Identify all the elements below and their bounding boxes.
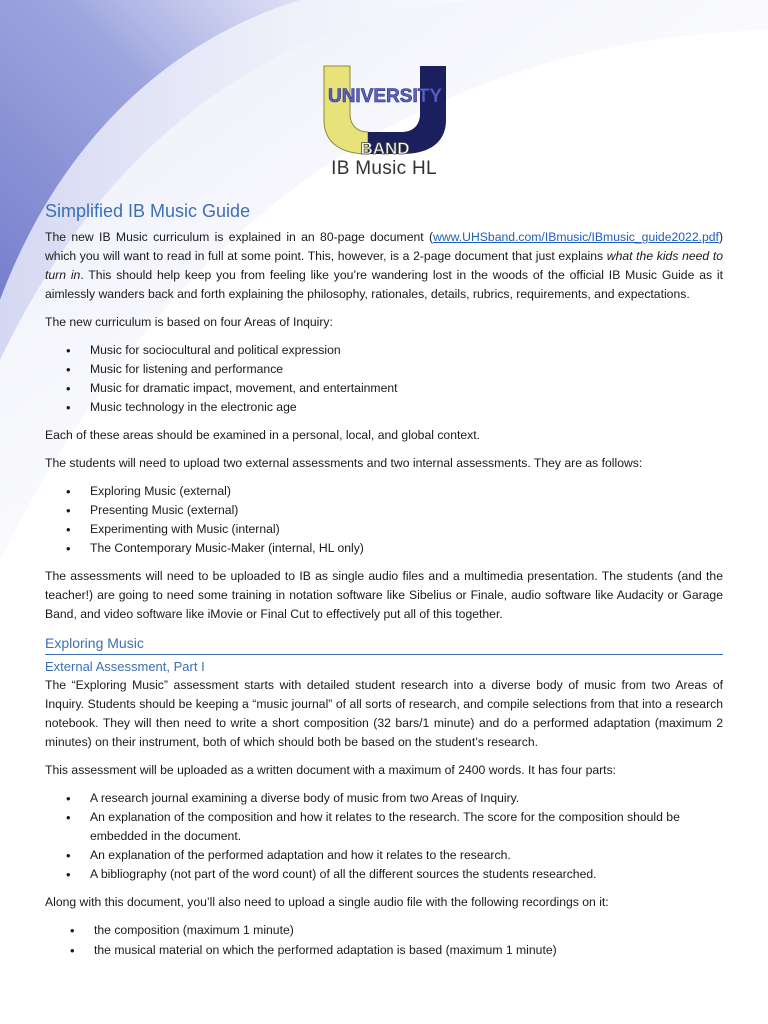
guide-pdf-link[interactable]: www.UHSband.com/IBmusic/IBmusic_guide2022.pdf	[433, 230, 719, 244]
list-item: • Music for listening and performance	[90, 360, 723, 379]
list-item: • the musical material on which the performed adaptation is based (maximum 1 minute)	[94, 941, 723, 961]
intro-text-a: The new IB Music curriculum is explained in an 80-page document (	[45, 230, 434, 244]
audio-file-intro: Along with this document, you’ll also need to upload a single audio file with the following recordings on it:	[45, 895, 609, 909]
list-item: • Music for sociocultural and political expression	[90, 341, 723, 360]
context-text-a: Each of these areas should be examined in a	[45, 428, 293, 442]
list-item: • A bibliography (not part of the word count) of all the different sources the students researched.	[90, 865, 723, 884]
context-sep: , and	[370, 428, 402, 442]
intro-emphasis: what the kids need to turn in	[45, 249, 723, 282]
logo-university-text: UNIVERSITY	[327, 86, 443, 107]
intro-text-b: ) which you will want to read in full at some point. This, however, is a 2-page document that just explains	[45, 230, 723, 263]
areas-intro	[45, 313, 723, 332]
intro-text-c: . This should help keep you from feeling like you’re wandering lost in the woods of the official IB Music Guide as it aimlessly wanders back and forth explaining the philosophy, rationales, details, rubrics, requirements, and expectations.	[45, 268, 724, 301]
intro-paragraph	[45, 228, 723, 304]
list-item: • Exploring Music (external)	[90, 482, 723, 501]
context-local: local	[345, 428, 371, 442]
external-assessment-subheading: External Assessment, Part I	[45, 659, 205, 674]
document-body	[45, 198, 723, 969]
list-item: • An explanation of the performed adaptation and how it relates to the research.	[90, 846, 723, 865]
context-sep: ,	[339, 428, 346, 442]
list-item: • the composition (maximum 1 minute)	[94, 921, 723, 941]
document-title: Simplified IB Music Guide	[45, 201, 251, 221]
software-paragraph: The assessments will need to be uploaded to IB as single audio files and a multimedia presentation. The students (and the teacher!) are going to need some training in notation software like Sibelius or Finale, audio software like Audacity or Garage Band, and video software like iMovie or Final Cut to effectively put all of this together.	[45, 569, 723, 621]
context-paragraph	[45, 426, 723, 445]
areas-of-inquiry-term: Areas of Inquiry	[244, 315, 330, 329]
university-band-logo	[316, 62, 454, 162]
list-item: • An explanation of the composition and how it relates to the research. The score for the composition should be embedded in the document.	[90, 808, 723, 846]
context-text-b: context.	[433, 428, 481, 442]
assessments-list	[45, 482, 723, 558]
list-item: • Music for dramatic impact, movement, and entertainment	[90, 379, 723, 398]
list-item: • A research journal examining a diverse body of music from two Areas of Inquiry.	[90, 789, 723, 808]
context-personal: personal	[292, 428, 340, 442]
exploring-music-heading: Exploring Music	[45, 633, 723, 655]
exploring-paragraph: The “Exploring Music” assessment starts with detailed student research into a diverse body of music from two Areas of Inquiry. Students should be keeping a “music journal” of all sorts of research, and compile selections from that into a research notebook. They will then need to write a short composition (32 bars/1 minute) and do a performed adaptation (maximum 2 minutes) on their instrument, both of which should both be based on the student’s research.	[45, 678, 723, 749]
list-item: • The Contemporary Music-Maker (internal, HL only)	[90, 539, 723, 558]
course-subtitle: IB Music HL	[331, 158, 437, 179]
list-item: • Presenting Music (external)	[90, 501, 723, 520]
document-parts-intro: This assessment will be uploaded as a written document with a maximum of 2400 words. It has four parts:	[45, 763, 617, 777]
list-item: • Experimenting with Music (internal)	[90, 520, 723, 539]
logo-band-text: BAND	[360, 139, 410, 158]
recordings-list	[45, 921, 723, 960]
parts-list	[45, 789, 723, 884]
areas-intro-colon: :	[329, 315, 333, 329]
assessments-intro: The students will need to upload two external assessments and two internal assessments. They are as follows:	[45, 456, 643, 470]
context-global: global	[401, 428, 434, 442]
list-item: • Music technology in the electronic age	[90, 398, 723, 417]
areas-intro-text: The new curriculum is based on four	[45, 315, 245, 329]
areas-list	[45, 341, 723, 417]
